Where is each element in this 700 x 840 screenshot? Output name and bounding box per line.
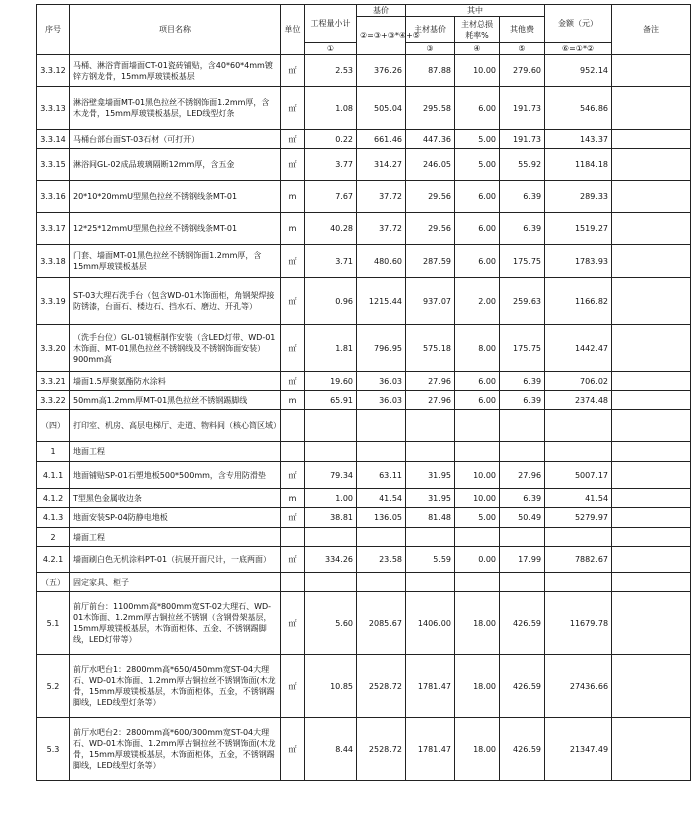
row-main-mat-base: 246.05 <box>406 149 455 181</box>
row-remark <box>612 278 691 325</box>
row-unit: ㎡ <box>281 245 305 278</box>
row-remark <box>612 592 691 655</box>
row-other-fee: 6.39 <box>500 391 545 410</box>
row-main-mat-base: 937.07 <box>406 278 455 325</box>
table-body <box>37 5 691 781</box>
row-unit: m <box>281 391 305 410</box>
row-amount: 1184.18 <box>545 149 612 181</box>
row-main-mat-loss: 18.00 <box>455 592 500 655</box>
row-quantity: 65.91 <box>305 391 357 410</box>
table-row <box>37 372 691 391</box>
mark-amount: ⑥=①*② <box>545 43 612 55</box>
row-unit: ㎡ <box>281 325 305 372</box>
empty-cell <box>281 442 305 462</box>
row-seq: 3.3.14 <box>37 130 70 149</box>
row-item-name: 地面工程 <box>70 442 281 462</box>
empty-cell <box>281 573 305 592</box>
table-row <box>37 508 691 528</box>
row-amount: 289.33 <box>545 181 612 213</box>
row-remark <box>612 718 691 781</box>
row-quantity: 1.08 <box>305 87 357 130</box>
row-unit: ㎡ <box>281 87 305 130</box>
row-amount: 546.86 <box>545 87 612 130</box>
mark-loss: ④ <box>455 43 500 55</box>
empty-cell <box>545 528 612 547</box>
row-base-price: 2528.72 <box>357 718 406 781</box>
row-main-mat-base: 31.95 <box>406 489 455 508</box>
row-other-fee: 191.73 <box>500 130 545 149</box>
table-row <box>37 87 691 130</box>
header-main-mat-loss: 主材总损耗率% <box>455 17 500 43</box>
row-base-price: 314.27 <box>357 149 406 181</box>
row-main-mat-loss: 6.00 <box>455 245 500 278</box>
row-remark <box>612 55 691 87</box>
empty-cell <box>545 410 612 442</box>
section-row <box>37 573 691 592</box>
row-other-fee: 426.59 <box>500 592 545 655</box>
row-main-mat-base: 27.96 <box>406 372 455 391</box>
header-row-1 <box>37 5 691 17</box>
header-seq: 序号 <box>37 5 70 55</box>
table-row <box>37 489 691 508</box>
row-other-fee: 55.92 <box>500 149 545 181</box>
row-unit: ㎡ <box>281 278 305 325</box>
row-item-name: 前厅前台：1100mm高*800mm宽ST-02大理石、WD-01木饰面、1.2mm厚古铜拉丝不锈钢（含钢骨架基层，15mm厚玻镁板基层，木饰面柜体、五金、不锈钢踢脚线，LED灯带等） <box>70 592 281 655</box>
row-remark <box>612 573 691 592</box>
table-row <box>37 130 691 149</box>
table-row <box>37 325 691 372</box>
empty-cell <box>281 528 305 547</box>
row-item-name: 淋浴间GL-02成品玻璃隔断12mm厚，含五金 <box>70 149 281 181</box>
row-other-fee: 191.73 <box>500 87 545 130</box>
row-quantity: 8.44 <box>305 718 357 781</box>
empty-cell <box>305 528 357 547</box>
row-main-mat-base: 1781.47 <box>406 655 455 718</box>
row-main-mat-base: 31.95 <box>406 462 455 489</box>
empty-cell <box>357 528 406 547</box>
row-quantity: 3.77 <box>305 149 357 181</box>
row-quantity: 38.81 <box>305 508 357 528</box>
row-other-fee: 426.59 <box>500 655 545 718</box>
row-main-mat-base: 29.56 <box>406 181 455 213</box>
row-item-name: 前厅水吧台1：2800mm高*650/450mm宽ST-04大理石、WD-01木饰面、1.2mm厚古铜拉丝不锈钢饰面(木龙骨，15mm厚玻镁板基层，木饰面柜体，五金，不锈钢踢脚线，LED线型灯条等） <box>70 655 281 718</box>
row-main-mat-loss: 0.00 <box>455 547 500 573</box>
row-main-mat-base: 81.48 <box>406 508 455 528</box>
empty-cell <box>500 410 545 442</box>
row-item-name: 墙面刷白色无机涂料PT-01（抗展开面尺计，一底两面） <box>70 547 281 573</box>
empty-cell <box>305 573 357 592</box>
row-amount: 1783.93 <box>545 245 612 278</box>
empty-cell <box>455 442 500 462</box>
row-other-fee: 50.49 <box>500 508 545 528</box>
row-unit: ㎡ <box>281 55 305 87</box>
row-base-price: 2528.72 <box>357 655 406 718</box>
row-seq: 3.3.16 <box>37 181 70 213</box>
row-unit: ㎡ <box>281 655 305 718</box>
empty-cell <box>305 442 357 462</box>
row-item-name: 马桶台部台面ST-03石材（可打开） <box>70 130 281 149</box>
empty-cell <box>545 573 612 592</box>
row-item-name: 墙面1.5厚聚氨酯防水涂料 <box>70 372 281 391</box>
row-main-mat-base: 1406.00 <box>406 592 455 655</box>
empty-cell <box>545 442 612 462</box>
header-other-fee: 其他费 <box>500 17 545 43</box>
cost-estimate-table <box>36 4 691 781</box>
row-item-name: 打印室、机房、高层电梯厅、走道、物料间（核心筒区域） <box>70 410 281 442</box>
row-amount: 1166.82 <box>545 278 612 325</box>
row-base-price: 23.58 <box>357 547 406 573</box>
row-seq: 3.3.22 <box>37 391 70 410</box>
row-main-mat-loss: 6.00 <box>455 181 500 213</box>
row-item-name: 12*25*12mmU型黑色拉丝不锈钢线条MT-01 <box>70 213 281 245</box>
row-quantity: 10.85 <box>305 655 357 718</box>
row-base-price: 661.46 <box>357 130 406 149</box>
row-amount: 5279.97 <box>545 508 612 528</box>
empty-cell <box>305 410 357 442</box>
row-seq: 5.3 <box>37 718 70 781</box>
row-remark <box>612 130 691 149</box>
row-amount: 11679.78 <box>545 592 612 655</box>
row-base-price: 37.72 <box>357 181 406 213</box>
row-other-fee: 175.75 <box>500 245 545 278</box>
row-remark <box>612 181 691 213</box>
table-row <box>37 245 691 278</box>
row-amount: 27436.66 <box>545 655 612 718</box>
row-seq: 4.1.2 <box>37 489 70 508</box>
row-item-name: T型黑色金属收边条 <box>70 489 281 508</box>
row-other-fee: 6.39 <box>500 213 545 245</box>
table-row <box>37 181 691 213</box>
row-main-mat-loss: 10.00 <box>455 462 500 489</box>
row-item-name: 淋浴壁龛墙面MT-01黑色拉丝不锈钢饰面1.2mm厚，含木龙骨，15mm厚玻镁板基层，LED线型灯条 <box>70 87 281 130</box>
header-unit: 单位 <box>281 5 305 55</box>
row-unit: m <box>281 181 305 213</box>
row-main-mat-loss: 6.00 <box>455 391 500 410</box>
row-item-name: 固定家具、柜子 <box>70 573 281 592</box>
table-row <box>37 462 691 489</box>
row-item-name: 50mm高1.2mm厚MT-01黑色拉丝不锈钢踢脚线 <box>70 391 281 410</box>
header-of-which: 其中 <box>406 5 545 17</box>
row-seq: 3.3.18 <box>37 245 70 278</box>
row-other-fee: 6.39 <box>500 489 545 508</box>
row-main-mat-loss: 5.00 <box>455 130 500 149</box>
row-unit: ㎡ <box>281 462 305 489</box>
row-amount: 143.37 <box>545 130 612 149</box>
row-amount: 41.54 <box>545 489 612 508</box>
empty-cell <box>455 528 500 547</box>
row-base-price: 41.54 <box>357 489 406 508</box>
empty-cell <box>500 528 545 547</box>
row-amount: 21347.49 <box>545 718 612 781</box>
row-main-mat-loss: 5.00 <box>455 149 500 181</box>
table-row <box>37 55 691 87</box>
row-remark <box>612 442 691 462</box>
section-row <box>37 528 691 547</box>
row-amount: 952.14 <box>545 55 612 87</box>
empty-cell <box>455 410 500 442</box>
row-main-mat-loss: 2.00 <box>455 278 500 325</box>
empty-cell <box>406 573 455 592</box>
empty-cell <box>406 442 455 462</box>
empty-cell <box>455 573 500 592</box>
mark-other: ⑤ <box>500 43 545 55</box>
row-other-fee: 426.59 <box>500 718 545 781</box>
row-main-mat-loss: 6.00 <box>455 213 500 245</box>
empty-cell <box>406 410 455 442</box>
row-quantity: 334.26 <box>305 547 357 573</box>
row-main-mat-loss: 8.00 <box>455 325 500 372</box>
row-seq: 1 <box>37 442 70 462</box>
row-unit: ㎡ <box>281 130 305 149</box>
header-amount: 金额（元） <box>545 5 612 43</box>
row-remark <box>612 149 691 181</box>
row-main-mat-base: 295.58 <box>406 87 455 130</box>
table-row <box>37 213 691 245</box>
row-main-mat-loss: 6.00 <box>455 87 500 130</box>
row-main-mat-base: 27.96 <box>406 391 455 410</box>
row-seq: 3.3.19 <box>37 278 70 325</box>
table-row <box>37 655 691 718</box>
table-row <box>37 718 691 781</box>
row-quantity: 2.53 <box>305 55 357 87</box>
row-seq: （五） <box>37 573 70 592</box>
row-seq: 4.1.1 <box>37 462 70 489</box>
empty-cell <box>500 573 545 592</box>
row-seq: 2 <box>37 528 70 547</box>
table-row <box>37 592 691 655</box>
empty-cell <box>357 573 406 592</box>
row-base-price: 36.03 <box>357 372 406 391</box>
section-row <box>37 442 691 462</box>
row-remark <box>612 547 691 573</box>
row-quantity: 0.96 <box>305 278 357 325</box>
row-seq: 3.3.13 <box>37 87 70 130</box>
row-item-name: 地面铺贴SP-01石塑地板500*500mm，含专用防滑垫 <box>70 462 281 489</box>
mark-quantity: ① <box>305 43 357 55</box>
row-seq: 5.1 <box>37 592 70 655</box>
row-main-mat-base: 575.18 <box>406 325 455 372</box>
row-base-price: 796.95 <box>357 325 406 372</box>
row-base-price: 505.04 <box>357 87 406 130</box>
table-row <box>37 391 691 410</box>
row-other-fee: 175.75 <box>500 325 545 372</box>
row-unit: m <box>281 213 305 245</box>
row-base-price: 376.26 <box>357 55 406 87</box>
row-unit: ㎡ <box>281 592 305 655</box>
row-quantity: 7.67 <box>305 181 357 213</box>
row-seq: 4.2.1 <box>37 547 70 573</box>
row-other-fee: 17.99 <box>500 547 545 573</box>
row-remark <box>612 508 691 528</box>
row-quantity: 5.60 <box>305 592 357 655</box>
row-base-price: 63.11 <box>357 462 406 489</box>
row-remark <box>612 87 691 130</box>
row-seq: 3.3.12 <box>37 55 70 87</box>
row-amount: 1519.27 <box>545 213 612 245</box>
row-item-name: 前厅水吧台2：2800mm高*600/300mm宽ST-04大理石、WD-01木饰面、1.2mm厚古铜拉丝不锈钢饰面(木龙骨，15mm厚玻镁板基层，木饰面柜体，五金，不锈钢踢脚线，LED线型灯条等） <box>70 718 281 781</box>
row-main-mat-base: 1781.47 <box>406 718 455 781</box>
row-unit: m <box>281 489 305 508</box>
row-base-price: 2085.67 <box>357 592 406 655</box>
row-seq: 3.3.20 <box>37 325 70 372</box>
row-seq: 4.1.3 <box>37 508 70 528</box>
row-item-name: 20*10*20mmU型黑色拉丝不锈钢线条MT-01 <box>70 181 281 213</box>
row-seq: 3.3.15 <box>37 149 70 181</box>
row-quantity: 79.34 <box>305 462 357 489</box>
row-item-name: （洗手台位）GL-01镜框制作安装（含LED灯带、WD-01木饰面、MT-01黑色拉丝不锈钢线及不锈钢饰面安装）900mm高 <box>70 325 281 372</box>
row-main-mat-base: 447.36 <box>406 130 455 149</box>
row-seq: （四） <box>37 410 70 442</box>
empty-cell <box>406 528 455 547</box>
row-main-mat-loss: 5.00 <box>455 508 500 528</box>
row-other-fee: 6.39 <box>500 372 545 391</box>
header-base-price: 基价 <box>357 5 406 17</box>
row-base-price: 480.60 <box>357 245 406 278</box>
row-main-mat-loss: 18.00 <box>455 655 500 718</box>
row-remark <box>612 245 691 278</box>
row-base-price: 36.03 <box>357 391 406 410</box>
row-unit: ㎡ <box>281 547 305 573</box>
header-remark: 备注 <box>612 5 691 55</box>
row-quantity: 1.00 <box>305 489 357 508</box>
row-remark <box>612 391 691 410</box>
row-remark <box>612 489 691 508</box>
empty-cell <box>357 442 406 462</box>
header-item-name: 项目名称 <box>70 5 281 55</box>
table-row <box>37 149 691 181</box>
row-unit: ㎡ <box>281 372 305 391</box>
row-other-fee: 6.39 <box>500 181 545 213</box>
row-amount: 706.02 <box>545 372 612 391</box>
row-remark <box>612 372 691 391</box>
row-seq: 3.3.21 <box>37 372 70 391</box>
row-other-fee: 279.60 <box>500 55 545 87</box>
empty-cell <box>357 410 406 442</box>
row-unit: ㎡ <box>281 508 305 528</box>
row-main-mat-loss: 6.00 <box>455 372 500 391</box>
row-unit: ㎡ <box>281 718 305 781</box>
row-main-mat-loss: 10.00 <box>455 489 500 508</box>
row-remark <box>612 655 691 718</box>
row-base-price: 1215.44 <box>357 278 406 325</box>
row-item-name: 门套、墙面MT-01黑色拉丝不锈钢饰面1.2mm厚，含15mm厚玻镁板基层 <box>70 245 281 278</box>
row-main-mat-loss: 10.00 <box>455 55 500 87</box>
row-other-fee: 259.63 <box>500 278 545 325</box>
row-main-mat-loss: 18.00 <box>455 718 500 781</box>
row-main-mat-base: 87.88 <box>406 55 455 87</box>
table-row <box>37 547 691 573</box>
row-item-name: 地面安装SP-04防静电地板 <box>70 508 281 528</box>
row-main-mat-base: 29.56 <box>406 213 455 245</box>
row-main-mat-base: 5.59 <box>406 547 455 573</box>
row-remark <box>612 528 691 547</box>
row-unit: ㎡ <box>281 149 305 181</box>
row-seq: 5.2 <box>37 655 70 718</box>
empty-cell <box>500 442 545 462</box>
row-quantity: 40.28 <box>305 213 357 245</box>
section-row <box>37 410 691 442</box>
row-quantity: 0.22 <box>305 130 357 149</box>
header-base-formula: ②=③+③*④+⑤ <box>357 17 406 55</box>
header-main-mat-base: 主材基价 <box>406 17 455 43</box>
mark-main-base: ③ <box>406 43 455 55</box>
row-quantity: 19.60 <box>305 372 357 391</box>
row-seq: 3.3.17 <box>37 213 70 245</box>
row-quantity: 3.71 <box>305 245 357 278</box>
row-remark <box>612 325 691 372</box>
row-main-mat-base: 287.59 <box>406 245 455 278</box>
row-item-name: 墙面工程 <box>70 528 281 547</box>
empty-cell <box>281 410 305 442</box>
row-item-name: ST-03大理石洗手台（包含WD-01木饰面柜，角钢架焊接防锈漆，台面石、楼边石、挡水石、磨边、开孔等） <box>70 278 281 325</box>
row-amount: 1442.47 <box>545 325 612 372</box>
header-quantity: 工程量小计 <box>305 5 357 43</box>
row-base-price: 37.72 <box>357 213 406 245</box>
row-remark <box>612 410 691 442</box>
row-amount: 2374.48 <box>545 391 612 410</box>
row-base-price: 136.05 <box>357 508 406 528</box>
row-remark <box>612 462 691 489</box>
table-row <box>37 278 691 325</box>
row-quantity: 1.81 <box>305 325 357 372</box>
row-item-name: 马桶、淋浴背面墙面CT-01瓷砖铺贴，含40*60*4mm镀锌方钢龙骨，15mm厚玻镁板基层 <box>70 55 281 87</box>
row-amount: 7882.67 <box>545 547 612 573</box>
row-other-fee: 27.96 <box>500 462 545 489</box>
row-amount: 5007.17 <box>545 462 612 489</box>
row-remark <box>612 213 691 245</box>
